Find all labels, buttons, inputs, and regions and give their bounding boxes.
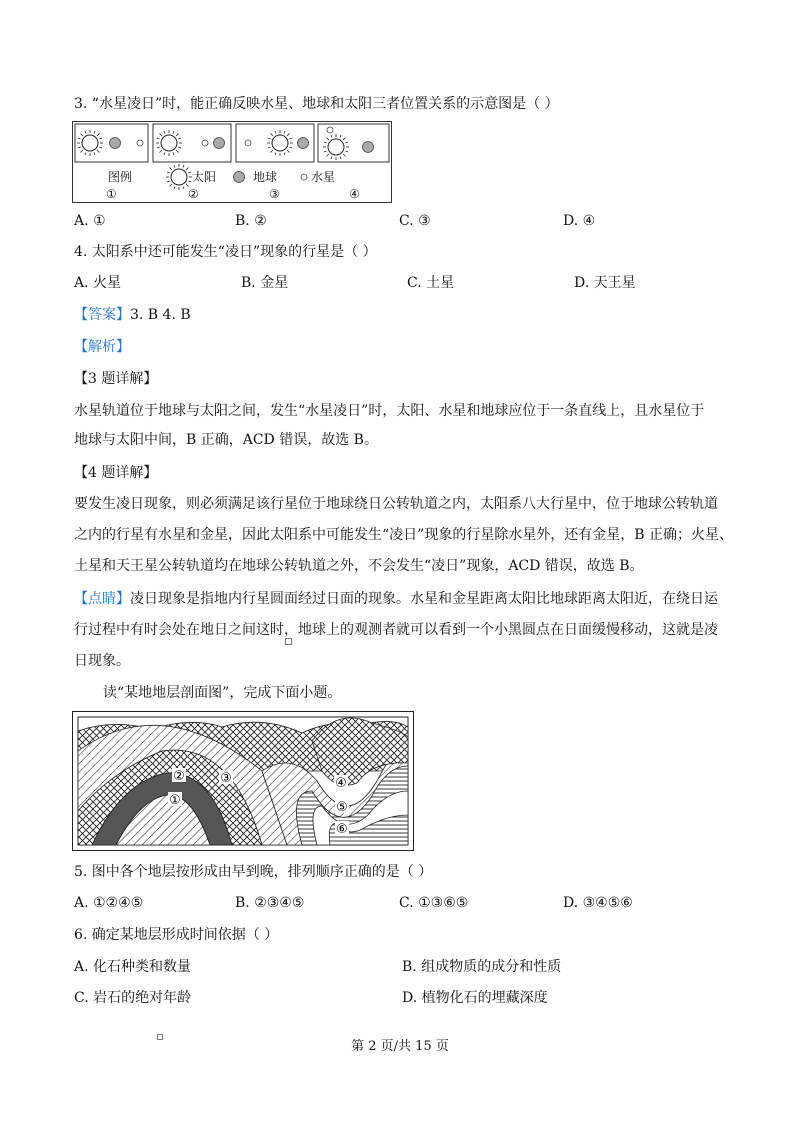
diagram-label-3: ③ [269, 187, 280, 201]
strata-label-3: ③ [220, 771, 232, 786]
analysis-tag: 【解析】 [74, 339, 130, 355]
q5-option-a: A. ①②④⑤ [74, 895, 144, 911]
comment-line-1 [74, 589, 718, 609]
q6-option-b: B. 组成物质的成分和性质 [402, 959, 562, 975]
q6-option-a: A. 化石种类和数量 [74, 959, 192, 975]
strata-label-5: ⑤ [336, 800, 348, 815]
q3-stem: 3. “水星凌日”时，能正确反映水星、地球和太阳三者位置关系的示意图是（ ） [74, 96, 559, 112]
detail4-line-2: 之内的行星有水星和金星，因此太阳系中可能发生“凌日”现象的行星除水星外，还有金星，B 正确；火星、 [74, 527, 734, 543]
mercury-icon [137, 140, 143, 146]
page-footer: 第 2 页/共 15 页 [351, 1039, 449, 1054]
legend-mercury-icon [301, 174, 307, 180]
answer-line [74, 305, 191, 325]
diagram-label-2: ② [188, 187, 199, 201]
q5-option-c: C. ①③⑥⑤ [399, 895, 469, 911]
detail3-tag: 【3 题详解】 [74, 371, 158, 387]
strata-label-4: ④ [335, 776, 347, 791]
comment-line-2: 行过程中有时会处在地日之间这时，地球上的观测者就可以看到一个小黑圆点在日面缓慢移动，这就是凌 [74, 622, 718, 638]
comment-text-1: 凌日现象是指地内行星圆面经过日面的现象。水星和金星距离太阳比地球距离太阳近，在绕日运 [130, 591, 718, 607]
strata-label-2: ② [173, 769, 185, 784]
q4-option-b: B. 金星 [241, 275, 289, 291]
strata-label-1: ① [169, 793, 181, 808]
earth-icon [110, 138, 121, 149]
q3-option-a: A. ① [74, 213, 106, 229]
q6-option-c: C. 岩石的绝对年龄 [74, 990, 192, 1006]
detail4-line-1: 要发生凌日现象，则必须满足该行星位于地球绕日公转轨道之内，太阳系八大行星中，位于地球公转轨道 [74, 496, 718, 512]
mercury-icon [202, 140, 208, 146]
earth-icon [214, 138, 225, 149]
strata-label-6: ⑥ [336, 822, 348, 837]
q5-stem: 5. 图中各个地层按形成由早到晚，排列顺序正确的是（ ） [74, 864, 433, 880]
legend-sun-label: 太阳 [192, 170, 217, 184]
diagram-label-1: ① [106, 187, 117, 201]
comment-tag: 【点睛】 [74, 591, 130, 607]
reading-intro: 读“某地地层剖面图”，完成下面小题。 [103, 685, 342, 701]
diagram-label-4: ④ [349, 187, 360, 201]
legend-mercury-label: 水星 [311, 170, 336, 184]
legend-title: 图例 [108, 170, 133, 184]
q4-option-a: A. 火星 [74, 275, 122, 291]
detail3-line-2: 地球与太阳中间，B 正确，ACD 错误，故选 B。 [74, 432, 378, 448]
strata-diagram [72, 711, 414, 851]
earth-icon [363, 142, 374, 153]
q3-option-b: B. ② [235, 213, 267, 229]
answer-text: 3. B 4. B [130, 307, 191, 323]
q5-option-d: D. ③④⑤⑥ [563, 895, 633, 911]
q6-stem: 6. 确定某地层形成时间依据（ ） [74, 927, 279, 943]
q4-option-d: D. 天王星 [574, 275, 636, 291]
mercury-icon [327, 127, 333, 133]
answer-tag: 【答案】 [74, 307, 130, 323]
q3-option-c: C. ③ [399, 213, 431, 229]
detail4-line-3: 土星和天王星公转轨道均在地球公转轨道之外，不会发生“凌日”现象，ACD 错误，故选 B。 [74, 558, 644, 574]
artifact-mark [285, 638, 292, 645]
q5-option-b: B. ②③④⑤ [235, 895, 305, 911]
earth-icon [298, 138, 309, 149]
mercury-icon [245, 140, 251, 146]
q3-diagram [72, 121, 392, 203]
detail3-line-1: 水星轨道位于地球与太阳之间，发生“水星凌日”时，太阳、水星和地球应位于一条直线上，且水星位于 [74, 403, 705, 419]
legend-earth-label: 地球 [253, 170, 278, 184]
comment-line-3: 日现象。 [74, 653, 130, 669]
q4-stem: 4. 太阳系中还可能发生“凌日”现象的行星是（ ） [74, 244, 377, 260]
legend-earth-icon [234, 172, 245, 183]
q6-option-d: D. 植物化石的埋藏深度 [402, 990, 548, 1006]
q3-option-d: D. ④ [563, 213, 596, 229]
q4-option-c: C. 土星 [407, 275, 455, 291]
detail4-tag: 【4 题详解】 [74, 465, 158, 481]
